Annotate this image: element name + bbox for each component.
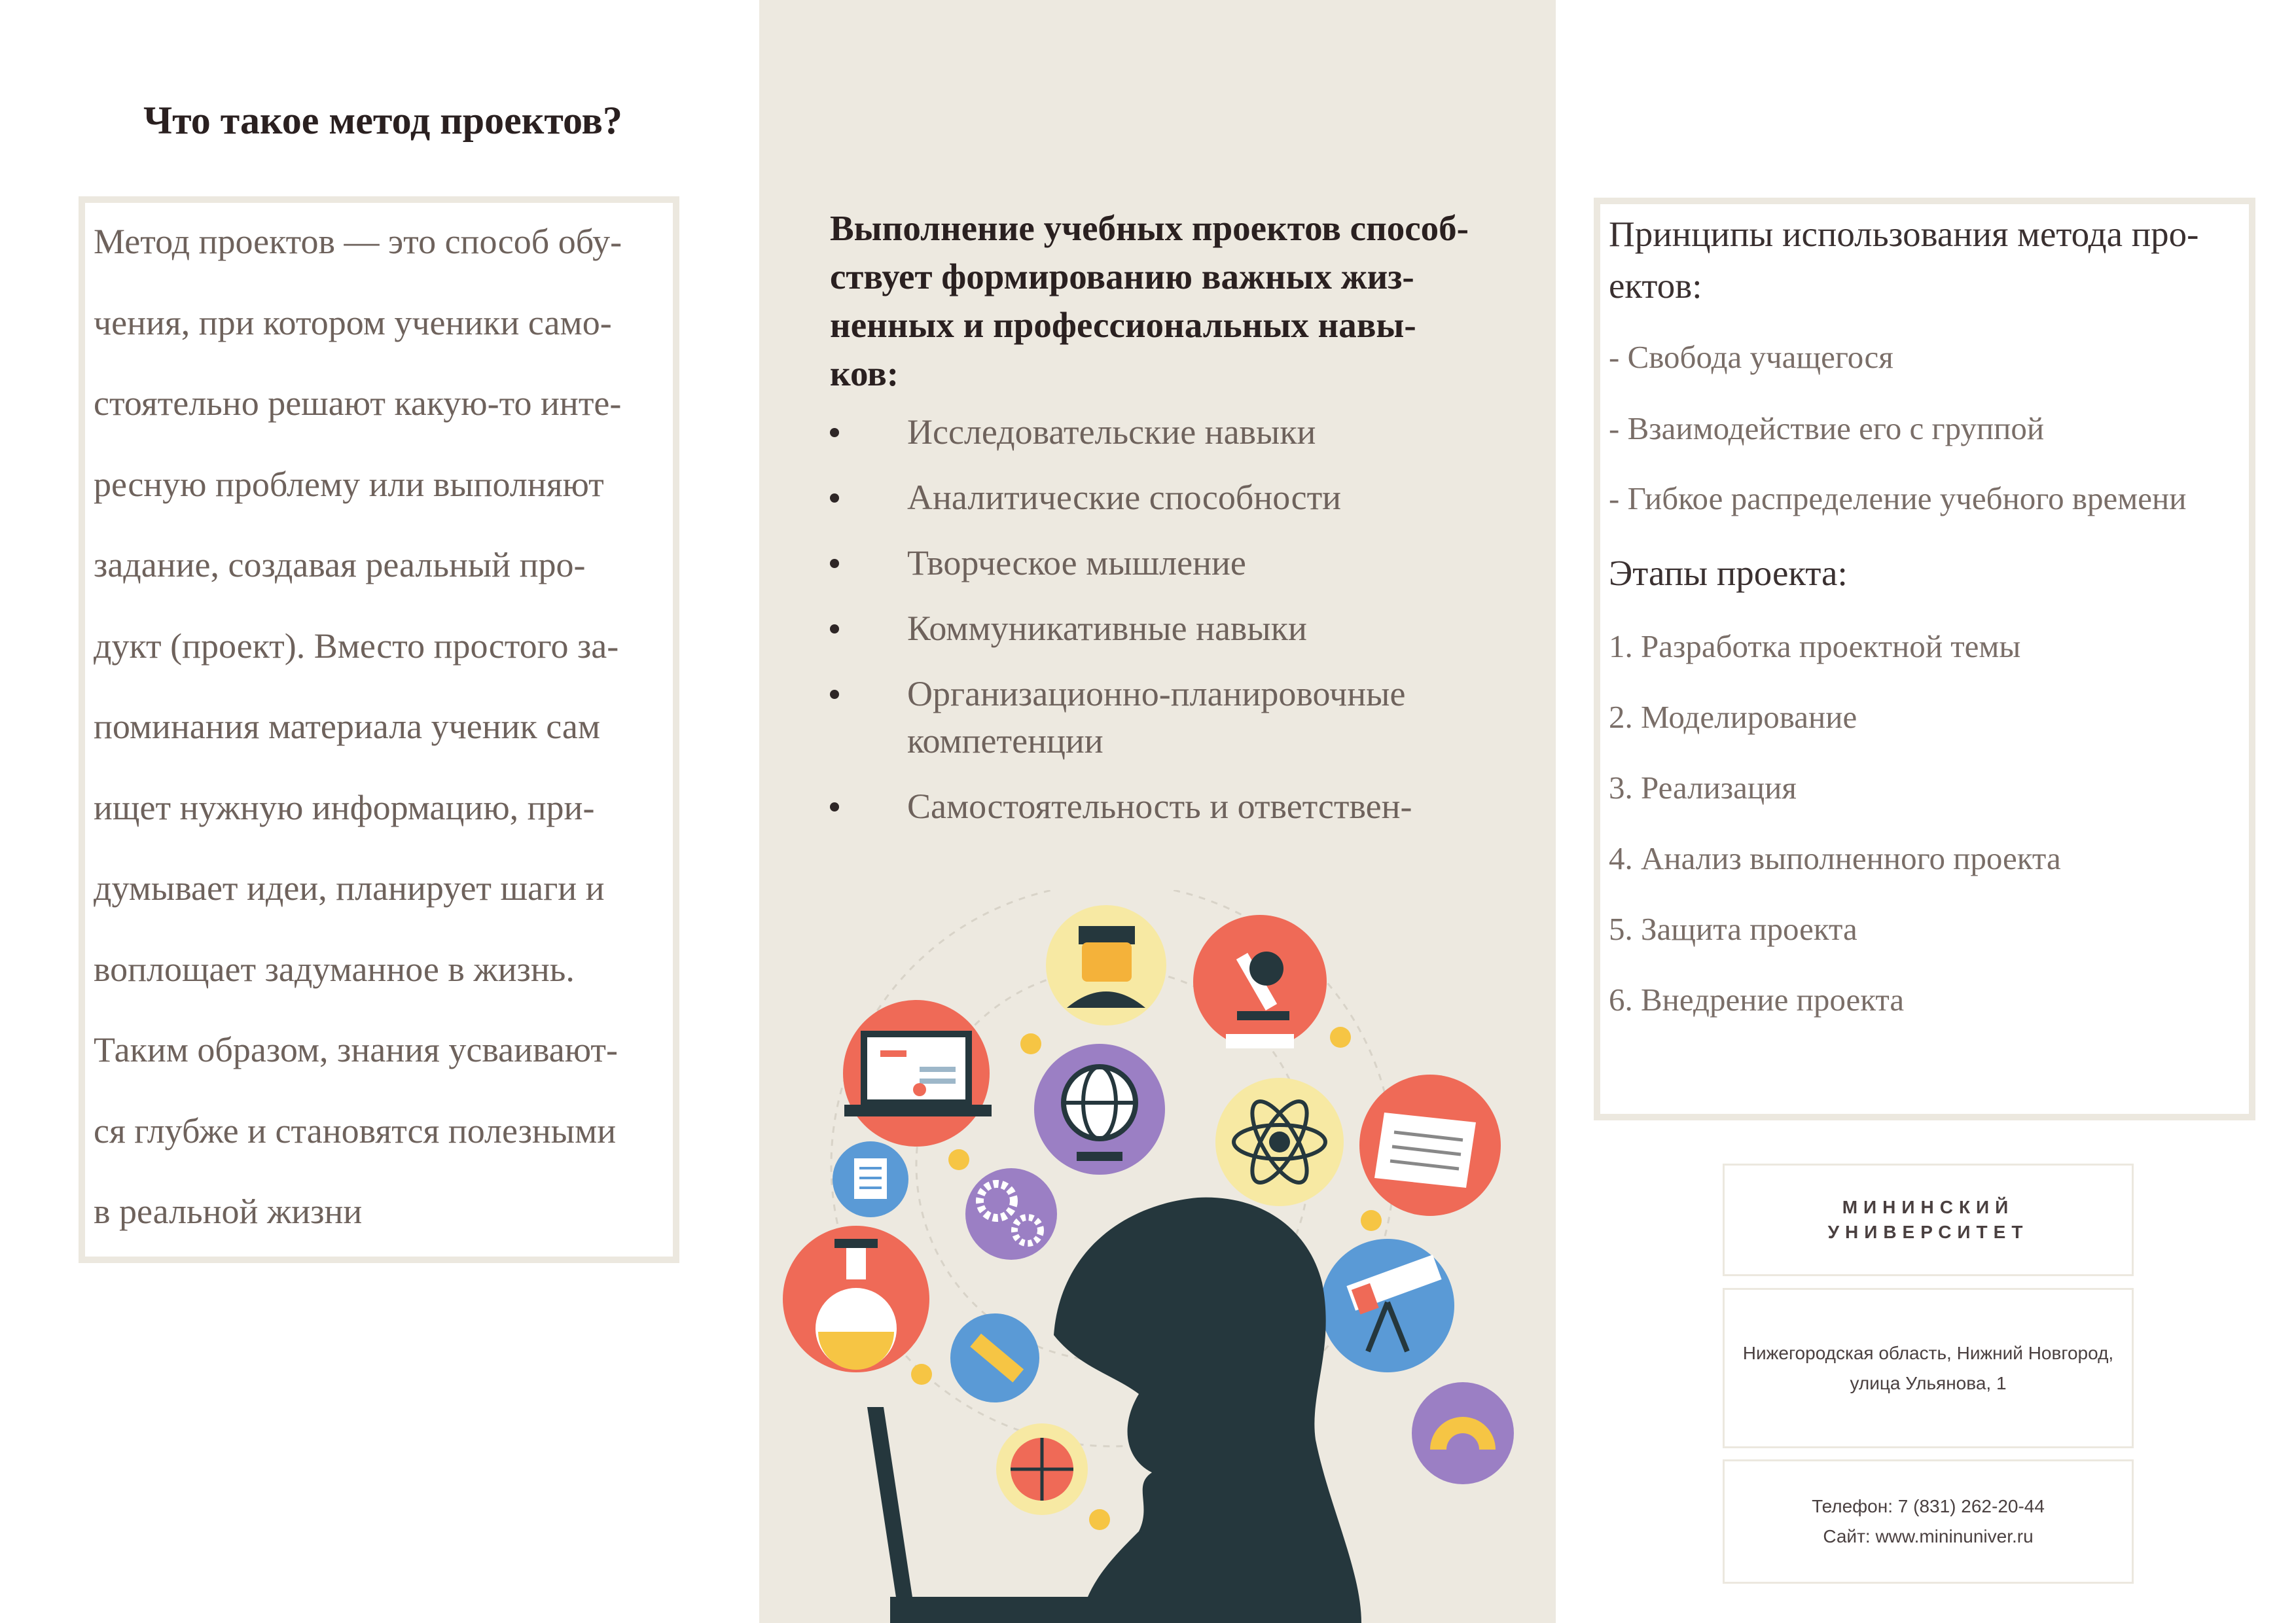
skills-title-line: ненных и профессиональных навы- [830,305,1416,345]
stage-item: 4. Анализ выполненного проекта [1609,840,2061,876]
skill-text: Самостоятельность и ответствен- [907,787,1412,826]
book-icon [1359,1075,1501,1216]
phone-text: Телефон: 7 (831) 262-20-44 [1812,1496,2045,1516]
skill-text: Аналитические способности [907,478,1342,517]
skill-text: Творческое мышление [907,543,1246,582]
protractor-icon [1412,1382,1514,1484]
panel1-line: поминания материала ученик сам [94,707,601,746]
principle-item: - Взаимодействие его с группой [1609,410,2045,446]
list-item [830,605,1524,652]
atom-icon [1215,1078,1344,1206]
skill-text: Коммуникативные навыки [907,609,1307,648]
panel1-line: ищет нужную информацию, при- [94,787,595,827]
panel1-line: думывает идеи, планирует шаги и [94,868,605,908]
skill-text: Организационно-планировочные [907,674,1406,713]
document-icon [833,1141,908,1217]
globe-icon [1034,1044,1165,1175]
principle-item: - Гибкое распределение учебного времени [1609,480,2187,516]
telescope-icon [1321,1239,1454,1372]
panel1-title: Что такое метод проектов? [143,99,622,142]
skills-title-line: ствует формированию важных жиз- [830,257,1414,296]
address-line: Нижегородская область, Нижний Новгород, [1742,1342,2114,1363]
panel1-line: воплощает задуманное в жизнь. [94,949,575,989]
skills-title-line: Выполнение учебных проектов способ- [830,208,1469,248]
panel1-line: задание, создавая реальный про- [94,545,586,584]
bullet-icon [830,802,839,812]
panel1-line: ресную проблему или выполняют [94,464,604,504]
microscope-icon [1193,915,1327,1048]
flask-icon [783,1226,929,1372]
laptop-icon [843,1000,992,1147]
panel1-line: чения, при котором ученики само- [94,302,612,342]
skills-list [830,408,1524,848]
bullet-icon [830,690,839,699]
contact-box [1723,1459,2134,1584]
brand-line: МИНИНСКИЙ [1842,1197,2015,1217]
list-item [830,539,1524,586]
list-item [830,783,1524,830]
principles-heading-line: Принципы использования метода про- [1609,214,2199,254]
pencil-icon [950,1313,1039,1402]
principles-heading-line: ектов: [1609,266,1702,306]
site-link[interactable]: Сайт: www.mininuniver.ru [1823,1526,2034,1546]
panel1-line: в реальной жизни [94,1192,363,1231]
stage-item: 3. Реализация [1609,770,1797,806]
bullet-icon [830,559,839,568]
address-line: улица Ульянова, 1 [1850,1372,2007,1393]
education-illustration [759,890,1556,1623]
principle-item: - Свобода учащегося [1609,339,1893,375]
stage-item: 1. Разработка проектной темы [1609,628,2021,664]
skill-text: компетенции [907,721,1103,760]
panel1-line: Метод проектов — это способ обу- [94,222,622,261]
stage-item: 5. Защита проекта [1609,911,1857,947]
list-item [830,474,1524,521]
bullet-icon [830,428,839,437]
bullet-icon [830,624,839,633]
panel1-line: Таким образом, знания усваивают- [94,1030,618,1069]
bullet-icon [830,493,839,503]
principles-heading [1609,208,2244,312]
skills-title-line: ков: [830,353,899,393]
panel1-line: дукт (проект). Вместо простого за- [94,626,619,666]
student-icon [1046,905,1166,1026]
basketball-icon [996,1423,1088,1515]
panel1-line: ся глубже и становятся полезными [94,1111,617,1150]
stage-item: 2. Моделирование [1609,699,1857,735]
skill-text: Исследовательские навыки [907,412,1316,452]
skills-title [830,204,1524,398]
stage-item: 6. Внедрение проекта [1609,982,1905,1018]
stages-heading: Этапы проекта: [1609,553,1848,593]
list-item [830,408,1524,455]
panel1-text [94,202,670,1253]
gears-icon [965,1168,1057,1260]
list-item [830,670,1524,764]
university-brand-box [1723,1164,2134,1276]
brand-line: УНИВЕРСИТЕТ [1827,1222,2029,1242]
panel1-line: стоятельно решают какую-то инте- [94,383,622,423]
address-box [1723,1288,2134,1448]
